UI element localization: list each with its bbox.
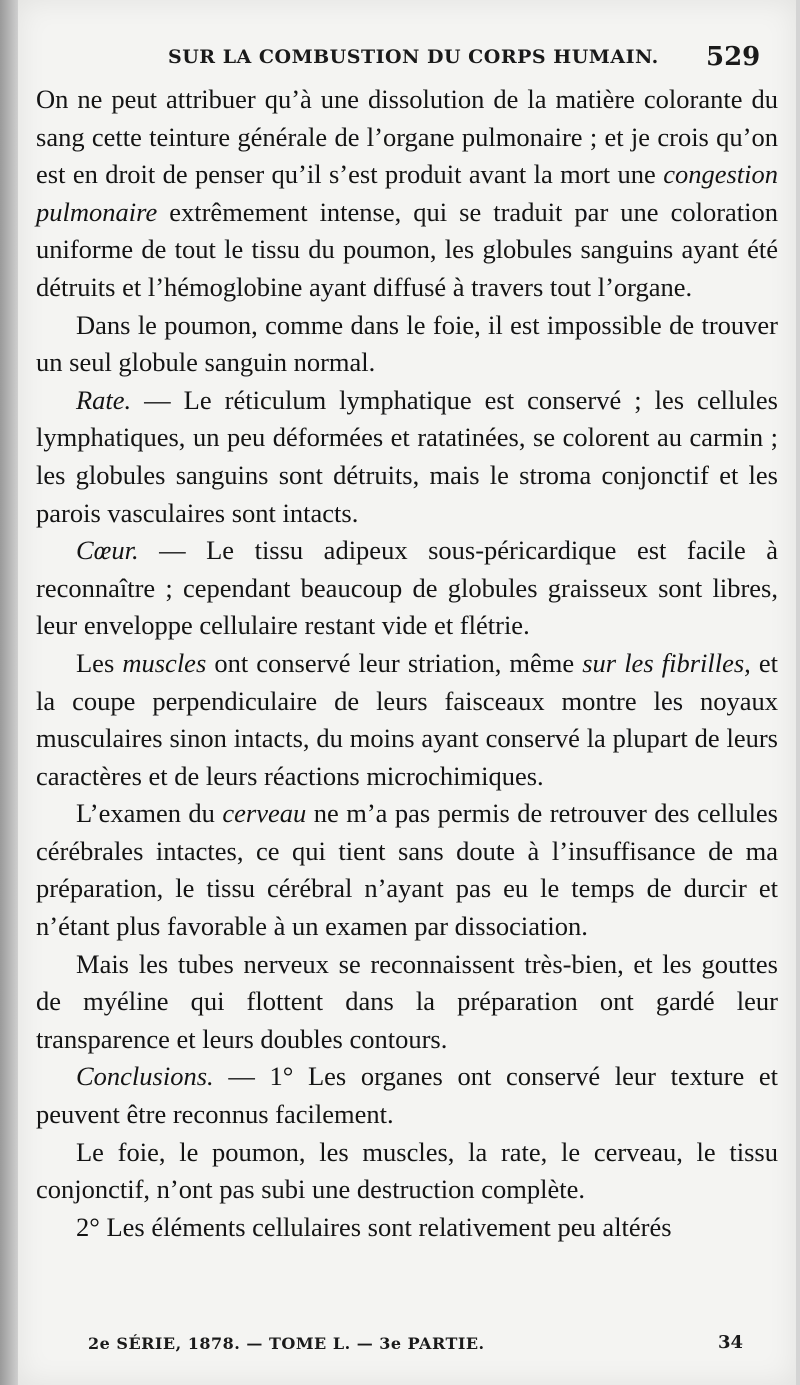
muscles-text-c: et la coupe perpendiculaire de leurs faisceaux montre les noyaux musculaires sinon intacts, du moins ayant conservé la plupart de leurs caractères et de leurs réactions microchimiques. xyxy=(36,647,779,791)
paragraph-foie-poumon: Le foie, le poumon, les muscles, la rate, le cerveau, le tissu conjonctif, n’ont pas subi une destruction complète. xyxy=(36,1136,778,1205)
paragraph-1-text-b: extrêmement intense, qui se traduit par une coloration uniforme de tout le tissu du poumon, les globules sanguins ayant été détruits et l’hémoglobine ayant diffusé à travers tout l’organe. xyxy=(36,196,778,302)
paragraph-coeur xyxy=(36,532,778,645)
body-text xyxy=(36,81,778,1246)
book-page xyxy=(18,0,796,1385)
paragraph-2: Dans le poumon, comme dans le foie, il est impossible de trouver un seul globule sanguin normal. xyxy=(36,309,778,378)
muscles-text-a: Les xyxy=(76,647,123,678)
page-number: 529 xyxy=(706,42,761,72)
cerveau-text-b: ne m’a pas permis de retrouver des cellules cérébrales intactes, ce qui tient sans doute à l’insuffisance de ma préparation, le tissu cérébral n’ayant pas eu le temps de durcir et n’étant plus favorable à un examen par dissociation. xyxy=(36,798,779,942)
paragraph-cerveau xyxy=(36,795,778,945)
paragraph-elements: 2° Les éléments cellulaires sont relativement peu altérés xyxy=(76,1211,672,1242)
cerveau-emphasis: cerveau xyxy=(222,798,307,829)
paragraph-1-text-a: On ne peut attribuer qu’à une dissolution de la matière colorante du sang cette teinture générale de l’organe pulmonaire ; et je crois qu’on est en droit de penser qu’il s’est produit avant la mort une xyxy=(36,84,778,190)
muscles-text-b: ont conservé leur striation, même xyxy=(206,647,583,678)
rate-text: — Le réticulum lymphatique est conservé ; les cellules lymphatiques, un peu déformées et ratatinées, se colorent au carmin ; les globules sanguins sont détruits, mais le stroma conjonctif et les parois vasculaires sont intacts. xyxy=(36,384,778,528)
paragraph-1 xyxy=(36,81,778,307)
signature-mark: 34 xyxy=(718,1332,744,1353)
page-header xyxy=(18,40,796,80)
paragraph-rate xyxy=(36,382,778,532)
running-head: SUR LA COMBUSTION DU CORPS HUMAIN. xyxy=(168,46,659,68)
paragraph-conclusions xyxy=(36,1058,778,1133)
paragraph-1-emphasis: congestion pulmonaire xyxy=(36,159,778,227)
conclusions-heading: Conclusions. xyxy=(76,1061,214,1092)
muscles-emphasis: muscles xyxy=(122,647,207,678)
coeur-heading: Cœur. xyxy=(76,535,139,566)
page-edge-shadow xyxy=(0,0,18,1385)
conclusions-text: — 1° Les organes ont conservé leur texture et peuvent être reconnus facilement. xyxy=(36,1061,778,1130)
paragraph-tubes-nerveux: Mais les tubes nerveux se reconnaissent très-bien, et les gouttes de myéline qui flottent dans la préparation ont gardé leur transparence et leurs doubles contours. xyxy=(36,948,778,1054)
fibrilles-emphasis: sur les fibrilles, xyxy=(582,647,751,678)
rate-heading: Rate. xyxy=(76,384,132,415)
cerveau-text-a: L’examen du xyxy=(76,798,223,829)
series-line: 2e SÉRIE, 1878. — TOME L. — 3e PARTIE. xyxy=(88,1334,485,1353)
coeur-text: — Le tissu adipeux sous-péricardique est facile à reconnaître ; cependant beaucoup de globules graisseux sont libres, leur enveloppe cellulaire restant vide et flétrie. xyxy=(36,535,778,641)
paragraph-muscles xyxy=(36,645,778,795)
